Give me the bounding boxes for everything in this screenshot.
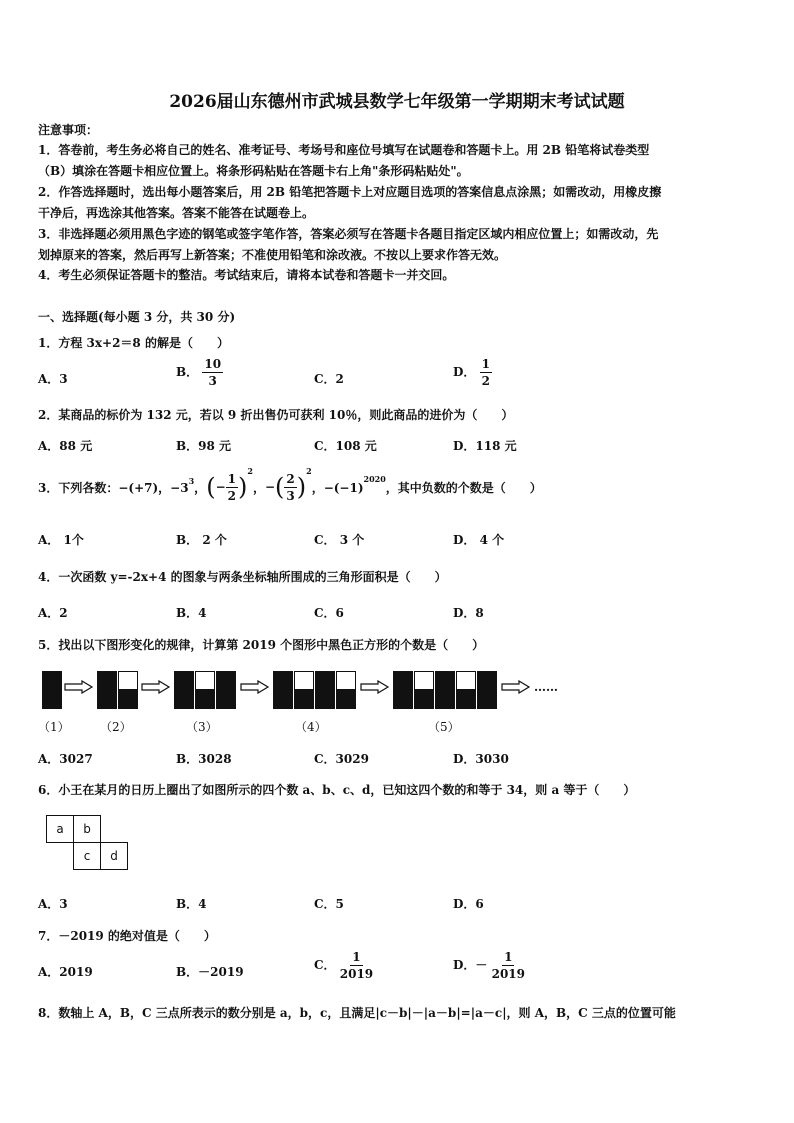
q3-suffix: ，其中负数的个数是（ ） — [385, 480, 542, 495]
q5-option-d: D．3030 — [453, 752, 509, 766]
notice-heading: 注意事项： — [38, 123, 99, 137]
right-arrow-icon — [141, 680, 171, 694]
notice-line: 1．答卷前，考生务必将自己的姓名、准考证号、考场号和座位号填写在试题卷和答题卡上。用 2B 铅笔将试卷类型 — [38, 143, 650, 157]
right-paren: ) — [296, 473, 307, 501]
right-paren: ) — [237, 473, 248, 501]
q3-term-1-exp: 3 — [188, 476, 195, 486]
figure-label: （3） — [186, 720, 218, 734]
notice-line: 划掉原来的答案，然后再写上新答案；不准使用铅笔和涂改液。不按以上要求作答无效。 — [38, 248, 507, 262]
q3-comma: ， — [252, 480, 265, 495]
q3-term-1: −(+7)，−3 — [118, 480, 189, 495]
q4-option-c: C．6 — [314, 606, 344, 620]
question-6-stem: 6．小王在某月的日历上圈出了如图所示的四个数 a、b、c、d，已知这四个数的和等于 34，则 a 等于（ ） — [38, 783, 636, 797]
black-square — [216, 689, 236, 709]
q2-option-c: C．108 元 — [314, 439, 377, 453]
notice-line: （B）填涂在答题卡相应位置上。将条形码粘贴在答题卡右上角"条形码粘贴处"。 — [38, 164, 469, 178]
black-square — [294, 689, 314, 709]
black-square — [97, 689, 117, 709]
black-square — [477, 689, 497, 709]
minus-sign: − — [215, 480, 226, 494]
denominator: 3 — [286, 488, 295, 503]
numerator: 10 — [204, 357, 222, 371]
calendar-cell-a: a — [46, 815, 74, 843]
question-1-stem: 1．方程 3x+2＝8 的解是（ ） — [38, 336, 229, 350]
q1-option-b — [176, 358, 223, 387]
question-8-stem: 8．数轴上 A，B，C 三点所表示的数分别是 a，b，c，且满足|c－b|－|a－b|=|a－c|，则 A，B，C 三点的位置可能 — [38, 1006, 676, 1020]
q3-prefix: 3．下列各数： — [38, 480, 119, 495]
q7-option-a: A．2019 — [38, 965, 93, 979]
q5-option-b: B．3028 — [176, 752, 232, 766]
question-7-stem: 7．－2019 的绝对值是（ ） — [38, 929, 216, 943]
question-3-stem — [38, 466, 542, 508]
q3-comma: ， — [194, 480, 207, 495]
black-square — [42, 671, 62, 691]
notice-line: 干净后，再选涂其他答案。答案不能答在试题卷上。 — [38, 206, 315, 220]
figure-label: （5） — [428, 720, 460, 734]
white-square — [118, 671, 138, 691]
q3-option-c: C． 3 个 — [314, 533, 365, 547]
left-paren: ( — [275, 473, 285, 501]
black-square — [174, 671, 194, 691]
question-2-stem: 2．某商品的标价为 132 元，若以 9 折出售仍可获利 10％，则此商品的进价为（ ） — [38, 408, 514, 422]
minus-sign: − — [264, 480, 276, 494]
q7-option-b: B．－2019 — [176, 965, 244, 979]
q3-term-4: ，−(−1) — [311, 480, 364, 495]
black-square — [195, 689, 215, 709]
numerator: 1 — [504, 950, 513, 964]
q3-option-d: D． 4 个 — [453, 533, 505, 547]
q2-option-b: B．98 元 — [176, 439, 232, 453]
denominator: 2 — [481, 374, 490, 388]
calendar-cell-d: d — [100, 842, 128, 870]
calendar-cell-b: b — [73, 815, 101, 843]
black-square — [393, 689, 413, 709]
calendar-cell-c: c — [73, 842, 101, 870]
right-arrow-icon — [501, 680, 531, 694]
q7-option-c — [314, 951, 373, 980]
section-heading: 一、选择题(每小题 3 分，共 30 分) — [38, 310, 236, 324]
q3-term-4-exp: 2020 — [363, 474, 386, 484]
q7-option-d — [453, 951, 525, 980]
right-arrow-icon — [360, 680, 390, 694]
q1-option-d-prefix: D． — [453, 365, 476, 379]
q5-option-a: A．3027 — [38, 752, 93, 766]
question-4-stem: 4．一次函数 y=-2x+4 的图象与两条坐标轴所围成的三角形面积是（ ） — [38, 570, 447, 584]
black-square — [393, 671, 413, 691]
q7-option-c-fraction — [340, 951, 373, 980]
denominator: 3 — [208, 374, 217, 388]
black-square — [315, 671, 335, 691]
black-square — [42, 689, 62, 709]
figure-label: （2） — [100, 720, 132, 734]
q5-option-c: C．3029 — [314, 752, 369, 766]
q3-option-a: A． 1个 — [38, 533, 84, 547]
white-square — [456, 671, 476, 691]
numerator: 1 — [481, 357, 490, 371]
black-square — [336, 689, 356, 709]
right-arrow-icon — [64, 680, 94, 694]
q4-option-a: A．2 — [38, 606, 68, 620]
notice-line: 4．考生必须保证答题卡的整洁。考试结束后，请将本试卷和答题卡一并交回。 — [38, 268, 455, 282]
q4-option-b: B．4 — [176, 606, 207, 620]
q3-fraction-2 — [284, 473, 296, 502]
numerator: 1 — [352, 950, 361, 964]
black-square — [435, 689, 455, 709]
q3-fraction-1 — [226, 473, 238, 502]
q3-option-b: B． 2 个 — [176, 533, 227, 547]
black-square — [315, 689, 335, 709]
q1-option-c: C．2 — [314, 372, 344, 386]
white-square — [294, 671, 314, 691]
q7-option-d-prefix: D．－ — [453, 958, 488, 972]
black-square — [273, 689, 293, 709]
black-square — [435, 671, 455, 691]
q1-option-d — [453, 358, 492, 387]
numerator: 1 — [227, 471, 236, 486]
q6-option-c: C．5 — [314, 897, 344, 911]
white-square — [336, 671, 356, 691]
numerator: 2 — [286, 471, 295, 486]
white-square — [195, 671, 215, 691]
q7-option-d-fraction — [492, 951, 525, 980]
q1-option-d-fraction — [480, 358, 492, 387]
q1-option-b-fraction — [202, 358, 223, 387]
q4-option-d: D．8 — [453, 606, 484, 620]
page-title: 2026届山东德州市武城县数学七年级第一学期期末考试试题 — [169, 92, 625, 112]
black-square — [477, 671, 497, 691]
figure-label: （1） — [38, 720, 70, 734]
black-square — [414, 689, 434, 709]
denominator: 2019 — [339, 967, 374, 981]
notice-line: 3．非选择题必须用黑色字迹的钢笔或签字笔作答，答案必须写在答题卡各题目指定区域内相应位置上；如需改动，先 — [38, 227, 659, 241]
black-square — [97, 671, 117, 691]
q6-option-a: A．3 — [38, 897, 68, 911]
q2-option-a: A．88 元 — [38, 439, 93, 453]
q6-option-b: B．4 — [176, 897, 207, 911]
q1-option-a: A．3 — [38, 372, 68, 386]
q7-option-c-prefix: C． — [314, 958, 336, 972]
question-5-stem: 5．找出以下图形变化的规律，计算第 2019 个图形中黑色正方形的个数是（ ） — [38, 638, 485, 652]
black-square — [118, 689, 138, 709]
denominator: 2019 — [491, 967, 526, 981]
black-square — [273, 671, 293, 691]
q3-fraction-1-exp: 2 — [247, 466, 253, 476]
black-square — [216, 671, 236, 691]
ellipsis: …… — [534, 680, 558, 694]
left-paren: ( — [206, 473, 216, 501]
right-arrow-icon — [240, 680, 270, 694]
black-square — [174, 689, 194, 709]
q1-option-b-prefix: B． — [176, 365, 199, 379]
q2-option-d: D．118 元 — [453, 439, 517, 453]
black-square — [456, 689, 476, 709]
q6-option-d: D．6 — [453, 897, 484, 911]
denominator: 2 — [227, 488, 236, 503]
q3-fraction-2-exp: 2 — [306, 466, 312, 476]
notice-line: 2．作答选择题时，选出每小题答案后，用 2B 铅笔把答题卡上对应题目选项的答案信息点涂黑；如需改动，用橡皮擦 — [38, 185, 662, 199]
white-square — [414, 671, 434, 691]
figure-label: （4） — [295, 720, 327, 734]
